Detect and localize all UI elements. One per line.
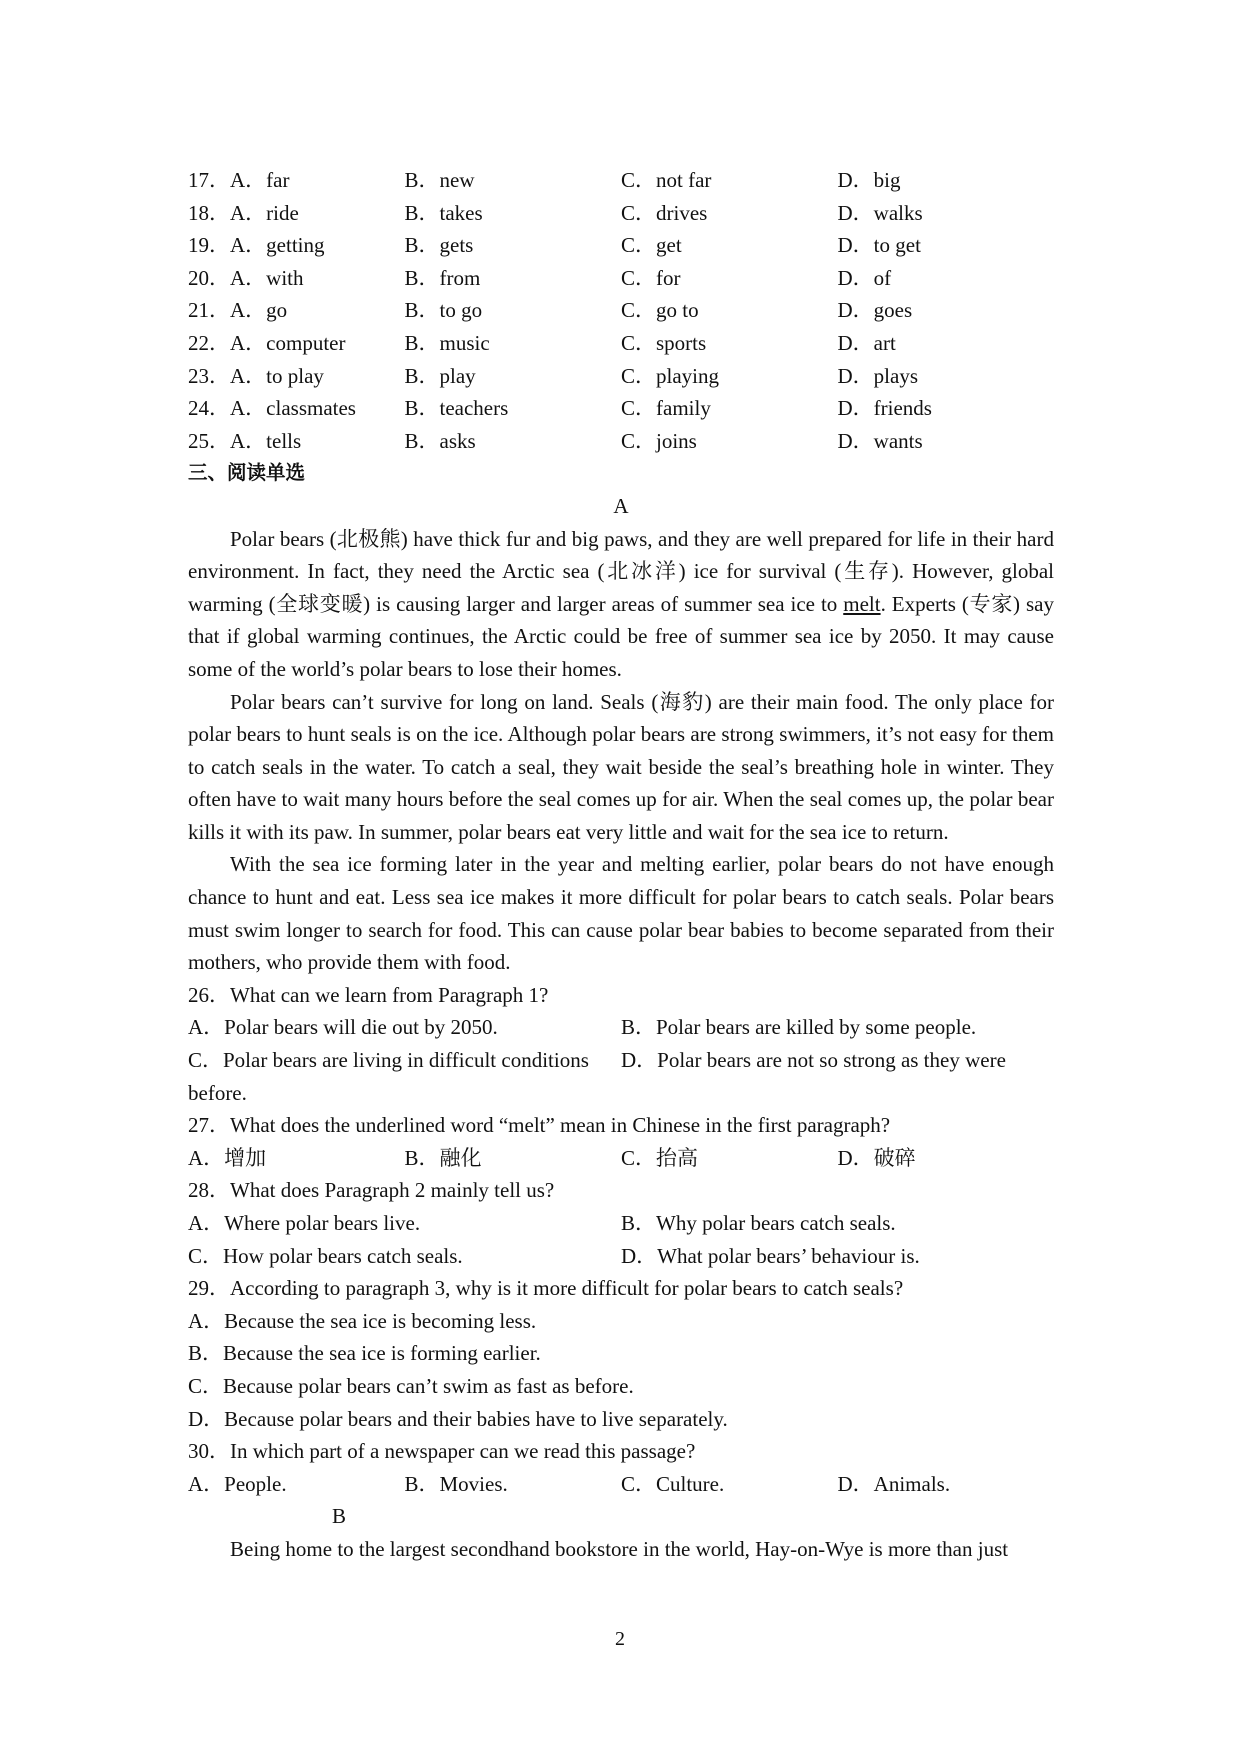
passage-a-paragraph-2: Polar bears can’t survive for long on land. Seals (海豹) are their main food. The only place for polar bears to hunt seals is on the ice. Although polar bears are strong swimmers, it’s not easy for them to catch seals in the water. To catch a seal, they wait beside the seal’s breathing hole in winter. They often have to wait many hours before the seal comes up for air. When the seal comes up, the polar bear kills it with its paw. In summer, polar bears eat very little and wait for the sea ice to return. <box>188 689 1054 844</box>
passage-b-label: B <box>332 1504 347 1529</box>
option-d: D．of <box>837 265 892 290</box>
question-28-options-row-1 <box>188 1207 1054 1240</box>
question-number: 19． <box>188 233 230 258</box>
option-a: A．ride <box>230 200 299 225</box>
question-26-options-row-1 <box>188 1011 1054 1044</box>
option-c: C．sports <box>621 330 707 355</box>
option-d: D．Animals. <box>837 1471 951 1496</box>
question-number: 17． <box>188 168 230 192</box>
option-a: A．with <box>230 265 304 290</box>
cloze-option-row <box>188 425 1054 458</box>
question-27-stem: 27．What does the underlined word “melt” mean in Chinese in the first paragraph? <box>188 1113 891 1138</box>
passage-a-paragraph-1: Polar bears (北极熊) have thick fur and big paws, and they are well prepared for life in their hard environment. In fact, they need the Arctic sea (北冰洋) ice for survival (生存). However, global warming (全球变暖) is causing larger and larger areas of summer sea ice to melt. Experts (专家) say that if global warming continues, the Arctic could be free of summer sea ice by 2050. It may cause some of the world’s polar bears to lose their homes. <box>188 526 1054 681</box>
option-d: D．to get <box>837 233 921 258</box>
option-c: C．How polar bears catch seals. <box>188 1243 463 1268</box>
option-d: D．friends <box>837 396 932 421</box>
option-a: A．classmates <box>230 396 356 421</box>
option-a: A．computer <box>230 330 346 355</box>
question-number: 20． <box>188 265 230 290</box>
page-number: 2 <box>615 1628 625 1650</box>
option-b: B．to go <box>404 298 483 323</box>
cloze-options <box>188 164 1054 457</box>
question-29-stem: 29．According to paragraph 3, why is it more difficult for polar bears to catch seals? <box>188 1276 904 1301</box>
option-d: D．art <box>837 330 896 355</box>
question-30-stem: 30．In which part of a newspaper can we read this passage? <box>188 1439 696 1464</box>
passage-a-paragraph-3: With the sea ice forming later in the year and melting earlier, polar bears do not have enough chance to hunt and eat. Less sea ice makes it more difficult for polar bears to catch seals. Polar bears must swim longer to search for food. This can cause polar bear babies to become separated from their mothers, who provide them with food. <box>188 852 1054 975</box>
option-c: C．playing <box>621 363 719 388</box>
question-26-stem: 26．What can we learn from Paragraph 1? <box>188 982 549 1007</box>
option-a: A．Because the sea ice is becoming less. <box>188 1308 537 1333</box>
option-b: B．Movies. <box>404 1471 508 1496</box>
section-heading: 三、阅读单选 <box>188 461 306 485</box>
option-c: C．family <box>621 396 711 421</box>
option-c: C．not far <box>621 168 712 192</box>
option-c: C．joins <box>621 428 697 453</box>
option-d-continued: before. <box>188 1080 247 1105</box>
cloze-option-row <box>188 164 1054 197</box>
option-b: B．融化 <box>404 1145 482 1170</box>
question-number: 24． <box>188 396 230 421</box>
question-26-options-row-2 <box>188 1044 1054 1077</box>
option-a: A．Where polar bears live. <box>188 1211 421 1235</box>
question-30-options <box>188 1468 1054 1501</box>
question-27-options <box>188 1142 1054 1175</box>
option-d: D．Because polar bears and their babies have to live separately. <box>188 1406 728 1431</box>
cloze-option-row <box>188 327 1054 360</box>
option-d: D．What polar bears’ behaviour is. <box>621 1243 920 1268</box>
option-c: C．Polar bears are living in difficult conditions <box>188 1048 589 1073</box>
option-a: A．to play <box>230 363 324 388</box>
option-d: D．plays <box>837 363 918 388</box>
question-number: 22． <box>188 330 230 355</box>
option-d: D．wants <box>837 428 923 453</box>
option-a: A．far <box>230 168 290 192</box>
option-b: B．Because the sea ice is forming earlier. <box>188 1341 541 1366</box>
option-c: C．抬高 <box>621 1145 699 1170</box>
cloze-option-row <box>188 360 1054 393</box>
option-c: C．go to <box>621 298 699 323</box>
cloze-option-row <box>188 197 1054 230</box>
option-a: A．tells <box>230 428 302 453</box>
passage-a-label: A <box>613 493 629 518</box>
option-a: A．getting <box>230 233 325 258</box>
question-number: 23． <box>188 363 230 388</box>
option-d: D．goes <box>837 298 913 323</box>
option-b: B．play <box>404 363 476 388</box>
option-b: B．asks <box>404 428 476 453</box>
option-a: A．增加 <box>188 1145 267 1170</box>
option-a: A．go <box>230 298 288 323</box>
page-content <box>188 164 1054 1566</box>
option-d: D．walks <box>837 200 923 225</box>
option-c: C．for <box>621 265 681 290</box>
option-b: B．takes <box>404 200 483 225</box>
option-d: D．破碎 <box>837 1145 916 1170</box>
option-a: A．People. <box>188 1471 287 1496</box>
option-b: B．Why polar bears catch seals. <box>621 1211 896 1235</box>
option-b: B．gets <box>404 233 474 258</box>
option-b: B．teachers <box>404 396 509 421</box>
option-c: C．get <box>621 233 682 258</box>
option-c: C．Because polar bears can’t swim as fast as before. <box>188 1373 634 1398</box>
underlined-word: melt <box>843 591 881 616</box>
cloze-option-row <box>188 262 1054 295</box>
option-b: B．Polar bears are killed by some people. <box>621 1015 977 1040</box>
question-number: 18． <box>188 200 230 225</box>
option-c: C．Culture. <box>621 1471 725 1496</box>
question-number: 21． <box>188 298 230 323</box>
cloze-option-row <box>188 229 1054 262</box>
passage-b-paragraph-1: Being home to the largest secondhand bookstore in the world, Hay-on-Wye is more than just <box>230 1536 1009 1561</box>
cloze-option-row <box>188 392 1054 425</box>
option-d: D．big <box>837 168 901 192</box>
question-28-options-row-2 <box>188 1240 1054 1273</box>
option-c: C．drives <box>621 200 708 225</box>
option-b: B．new <box>404 168 475 192</box>
option-a: A．Polar bears will die out by 2050. <box>188 1015 498 1040</box>
option-b: B．from <box>404 265 481 290</box>
cloze-option-row <box>188 294 1054 327</box>
question-28-stem: 28．What does Paragraph 2 mainly tell us? <box>188 1178 555 1203</box>
option-b: B．music <box>404 330 490 355</box>
question-number: 25． <box>188 428 230 453</box>
option-d: D．Polar bears are not so strong as they were <box>621 1048 1006 1073</box>
